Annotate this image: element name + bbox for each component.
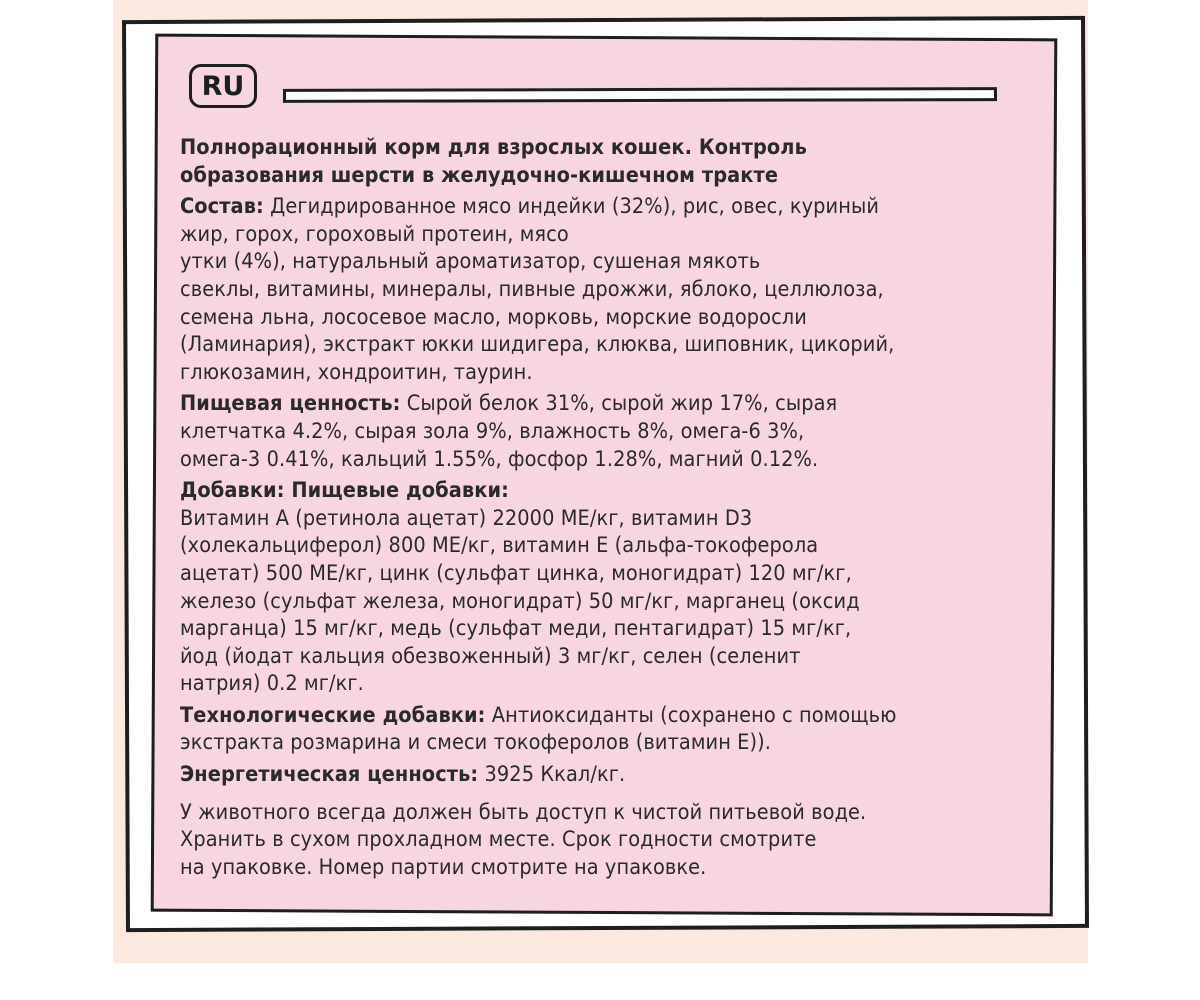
additives-line: железо (сульфат железа, моногидрат) 50 мг/кг, марганец (оксид — [180, 588, 860, 614]
storage-note — [180, 799, 1035, 882]
composition-line: глюкозамин, хондроитин, таурин. — [180, 359, 533, 385]
additives-section — [180, 477, 1035, 698]
title-line: образования шерсти в желудочно-кишечном тракте — [180, 162, 779, 188]
nutrition-section — [180, 390, 1035, 473]
composition-line: утки (4%), натуральный ароматизатор, сушеная мякоть — [180, 249, 761, 275]
composition-section — [180, 193, 1035, 386]
composition-line: Дегидрированное мясо индейки (32%), рис, овес, куриный — [263, 194, 879, 220]
footer-line: Хранить в сухом прохладном месте. Срок годности смотрите — [180, 827, 817, 853]
composition-line: свеклы, витамины, минералы, пивные дрожжи, яблоко, целлюлоза, — [180, 276, 884, 302]
tech-additives-label: Технологические добавки: — [180, 702, 486, 728]
additives-line: Витамин А (ретинола ацетат) 22000 МЕ/кг, витамин D3 — [180, 505, 753, 531]
label-text — [180, 134, 1035, 881]
tech-additives-line: Антиоксиданты (сохранено с помощью — [485, 702, 897, 728]
tech-additives-line: экстракта розмарина и смеси токоферолов (витамин Е)). — [180, 730, 772, 756]
additives-line: ацетат) 500 МЕ/кг, цинк (сульфат цинка, моногидрат) 120 мг/кг, — [180, 560, 852, 586]
additives-line: йод (йодат кальция обезвоженный) 3 мг/кг, селен (селенит — [180, 643, 801, 669]
composition-line: семена льна, лососевое масло, морковь, морские водоросли — [180, 304, 807, 330]
footer-line: У животного всегда должен быть доступ к чистой питьевой воде. — [180, 799, 867, 825]
additives-line: (холекальциферол) 800 МЕ/кг, витамин Е (альфа-токоферола — [180, 533, 819, 559]
composition-line: жир, горох, гороховый протеин, мясо — [180, 221, 569, 247]
energy-label: Энергетическая ценность: — [180, 762, 479, 788]
composition-line: (Ламинария), экстракт юкки шидигера, клюква, шиповник, цикорий, — [180, 332, 895, 358]
nutrition-line: омега-3 0.41%, кальций 1.55%, фосфор 1.28%, магний 0.12%. — [180, 446, 819, 472]
nutrition-line: клетчатка 4.2%, сырая зола 9%, влажность 8%, омега-6 3%, — [180, 418, 805, 444]
nutrition-line: Сырой белок 31%, сырой жир 17%, сырая — [400, 391, 838, 417]
product-title — [180, 134, 1035, 189]
additives-line: марганца) 15 мг/кг, медь (сульфат меди, пентагидрат) 15 мг/кг, — [180, 616, 852, 642]
additives-label: Добавки: Пищевые добавки: — [180, 478, 509, 504]
language-badge: RU — [189, 64, 257, 108]
additives-line: натрия) 0.2 мг/кг. — [180, 671, 364, 697]
composition-label: Состав: — [180, 194, 264, 220]
energy-section — [180, 761, 1035, 789]
energy-value: 3925 Ккал/кг. — [478, 762, 626, 788]
title-line: Полнорационный корм для взрослых кошек. Контроль — [180, 135, 807, 160]
header-rule — [283, 87, 997, 103]
footer-line: на упаковке. Номер партии смотрите на упаковке. — [180, 854, 707, 880]
nutrition-label: Пищевая ценность: — [180, 391, 401, 417]
tech-additives-section — [180, 702, 1035, 757]
